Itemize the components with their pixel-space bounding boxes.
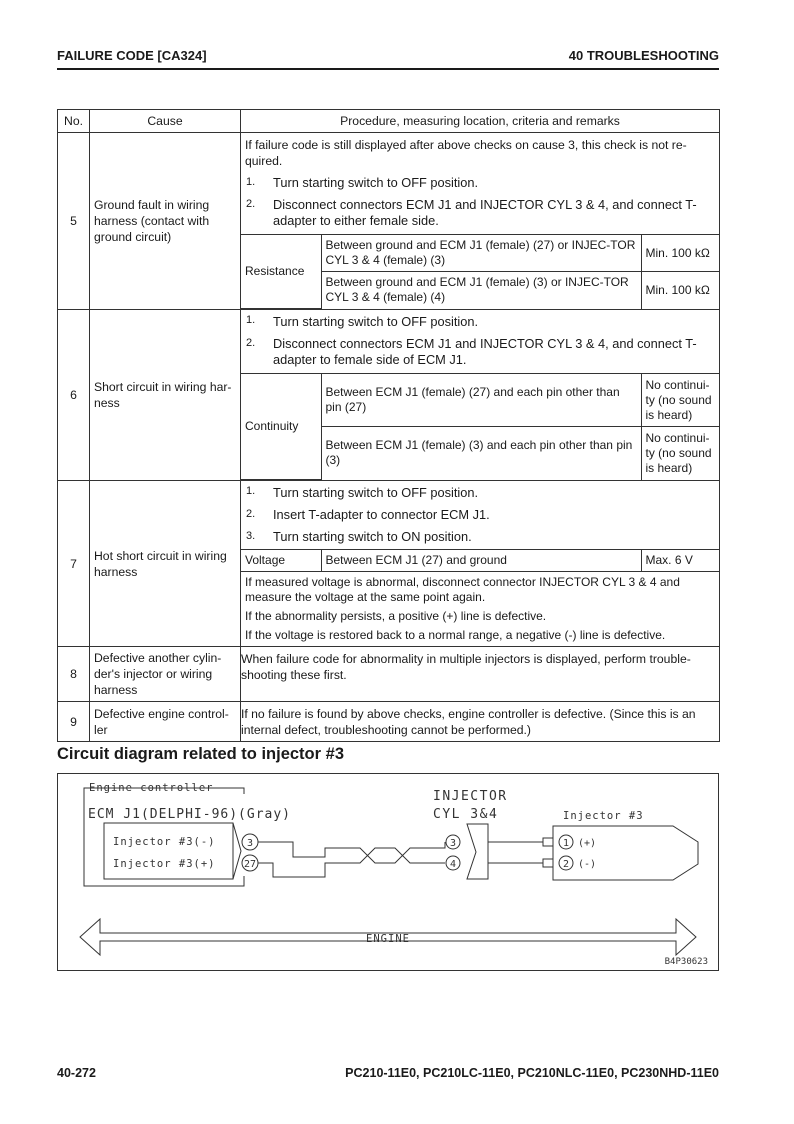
measurement-location: Between ECM J1 (27) and ground	[321, 550, 641, 572]
col-header-procedure: Procedure, measuring location, criteria and remarks	[241, 110, 720, 133]
measurement-location: Between ground and ECM J1 (female) (27) or INJEC-TOR CYL 3 & 4 (female) (3)	[321, 235, 641, 272]
section-title: Circuit diagram related to injector #3	[57, 745, 344, 763]
measurement-table	[241, 549, 720, 646]
ecm-connector-mating	[233, 823, 241, 879]
header-title: FAILURE CODE [CA324]	[57, 48, 207, 63]
procedure-step: 2. Insert T-adapter to connector ECM J1.	[246, 507, 490, 522]
procedure-cell: When failure code for abnormality in multiple injectors is displayed, perform trouble-shooting these first.	[241, 647, 720, 702]
procedure-intro: If failure code is still displayed after above checks on cause 3, this check is not re-quired.	[245, 138, 687, 168]
troubleshooting-table	[57, 109, 720, 742]
procedure-cell	[241, 133, 720, 310]
pin-label-minus: Injector #3(-)	[113, 836, 216, 848]
table-row	[58, 481, 720, 647]
pin-label-plus: Injector #3(+)	[113, 858, 216, 870]
ecm-pin-27-label: 27	[243, 859, 257, 870]
injector-connector-subtitle: CYL 3&4	[433, 807, 499, 822]
procedure-step: 1. Turn starting switch to OFF position.	[246, 175, 479, 190]
measurement-notes	[241, 572, 720, 647]
injector3-body	[553, 826, 698, 880]
figure-code: B4P30623	[664, 957, 708, 967]
wiring-harness	[258, 842, 445, 877]
measurement-location: Between ground and ECM J1 (female) (3) or INJEC-TOR CYL 3 & 4 (female) (4)	[321, 272, 641, 309]
measurement-location: Between ECM J1 (female) (27) and each pin other than pin (27)	[321, 374, 641, 427]
measurement-table	[241, 373, 720, 480]
note-text: If the abnormality persists, a positive (+) line is defective.	[245, 609, 547, 623]
engine-label: ENGINE	[366, 933, 410, 945]
header-section: 40 TROUBLESHOOTING	[568, 48, 719, 63]
row-number: 6	[58, 310, 90, 481]
circuit-diagram	[57, 773, 719, 971]
table-row	[58, 647, 720, 702]
page-header	[57, 48, 719, 70]
engine-controller-label: Engine controller	[89, 782, 214, 794]
measurement-criteria: No continui-ty (no sound is heard)	[641, 374, 720, 427]
procedure-step: 2. Disconnect connectors ECM J1 and INJECTOR CYL 3 & 4, and connect T-adapter to either female side.	[246, 197, 697, 228]
row-number: 7	[58, 481, 90, 647]
injector3-pin-1-label: 1	[562, 838, 570, 849]
cause-cell: Short circuit in wiring har-ness	[90, 310, 241, 481]
measurement-criteria: Min. 100 kΩ	[641, 272, 720, 309]
measurement-type: Continuity	[241, 374, 321, 480]
measurement-criteria: Min. 100 kΩ	[641, 235, 720, 272]
circuit-diagram-svg	[58, 774, 718, 970]
procedure-cell	[241, 481, 720, 647]
note-text: If the voltage is restored back to a normal range, a negative (-) line is defective.	[245, 628, 666, 642]
table-row	[58, 310, 720, 481]
ecm-label: ECM J1(DELPHI-96)(Gray)	[88, 807, 292, 822]
table-header-row	[58, 110, 720, 133]
injector-connector-title: INJECTOR	[433, 789, 508, 804]
measurement-type: Resistance	[241, 235, 321, 309]
model-list: PC210-11E0, PC210LC-11E0, PC210NLC-11E0, PC230NHD-11E0	[345, 1066, 719, 1080]
terminal-plus	[543, 838, 553, 846]
col-header-no: No.	[58, 110, 90, 133]
note-text: If measured voltage is abnormal, disconnect connector INJECTOR CYL 3 & 4 and measure the voltage at the same point again.	[245, 575, 680, 604]
procedure-cell: If no failure is found by above checks, engine controller is defective. (Since this is an internal defect, troubleshooting cannot be performed.)	[241, 702, 720, 742]
page-number: 40-272	[57, 1066, 96, 1080]
ecm-connector	[104, 823, 233, 879]
procedure-cell	[241, 310, 720, 481]
procedure-step: 1. Turn starting switch to OFF position.	[246, 485, 479, 500]
measurement-location: Between ECM J1 (female) (3) and each pin other than pin (3)	[321, 427, 641, 480]
injector3-label: Injector #3	[563, 810, 644, 822]
col-header-cause: Cause	[90, 110, 241, 133]
row-number: 8	[58, 647, 90, 702]
measurement-type: Voltage	[241, 550, 321, 572]
procedure-step: 3. Turn starting switch to ON position.	[246, 529, 472, 544]
measurement-criteria: Max. 6 V	[641, 550, 720, 572]
cause-cell: Defective engine control-ler	[90, 702, 241, 742]
cause-cell: Ground fault in wiring harness (contact with ground circuit)	[90, 133, 241, 310]
procedure-step: 1. Turn starting switch to OFF position.	[246, 314, 479, 329]
row-number: 5	[58, 133, 90, 310]
ecm-pin-3-label: 3	[246, 838, 254, 849]
injector3-pin-1-sign: (+)	[578, 838, 597, 849]
row-number: 9	[58, 702, 90, 742]
measurement-table	[241, 234, 720, 309]
procedure-step: 2. Disconnect connectors ECM J1 and INJECTOR CYL 3 & 4, and connect T-adapter to female side of ECM J1.	[246, 336, 697, 367]
table-row	[58, 702, 720, 742]
injector3-pin-2-label: 2	[562, 859, 570, 870]
measurement-criteria: No continui-ty (no sound is heard)	[641, 427, 720, 480]
inj-pin-3-label: 3	[449, 838, 457, 849]
injector3-pin-2-sign: (-)	[578, 859, 597, 870]
table-row	[58, 133, 720, 310]
cause-cell: Hot short circuit in wiring harness	[90, 481, 241, 647]
terminal-minus	[543, 859, 553, 867]
injector-connector-body	[467, 824, 488, 879]
cause-cell: Defective another cylin-der's injector or wiring harness	[90, 647, 241, 702]
inj-pin-4-label: 4	[449, 859, 457, 870]
